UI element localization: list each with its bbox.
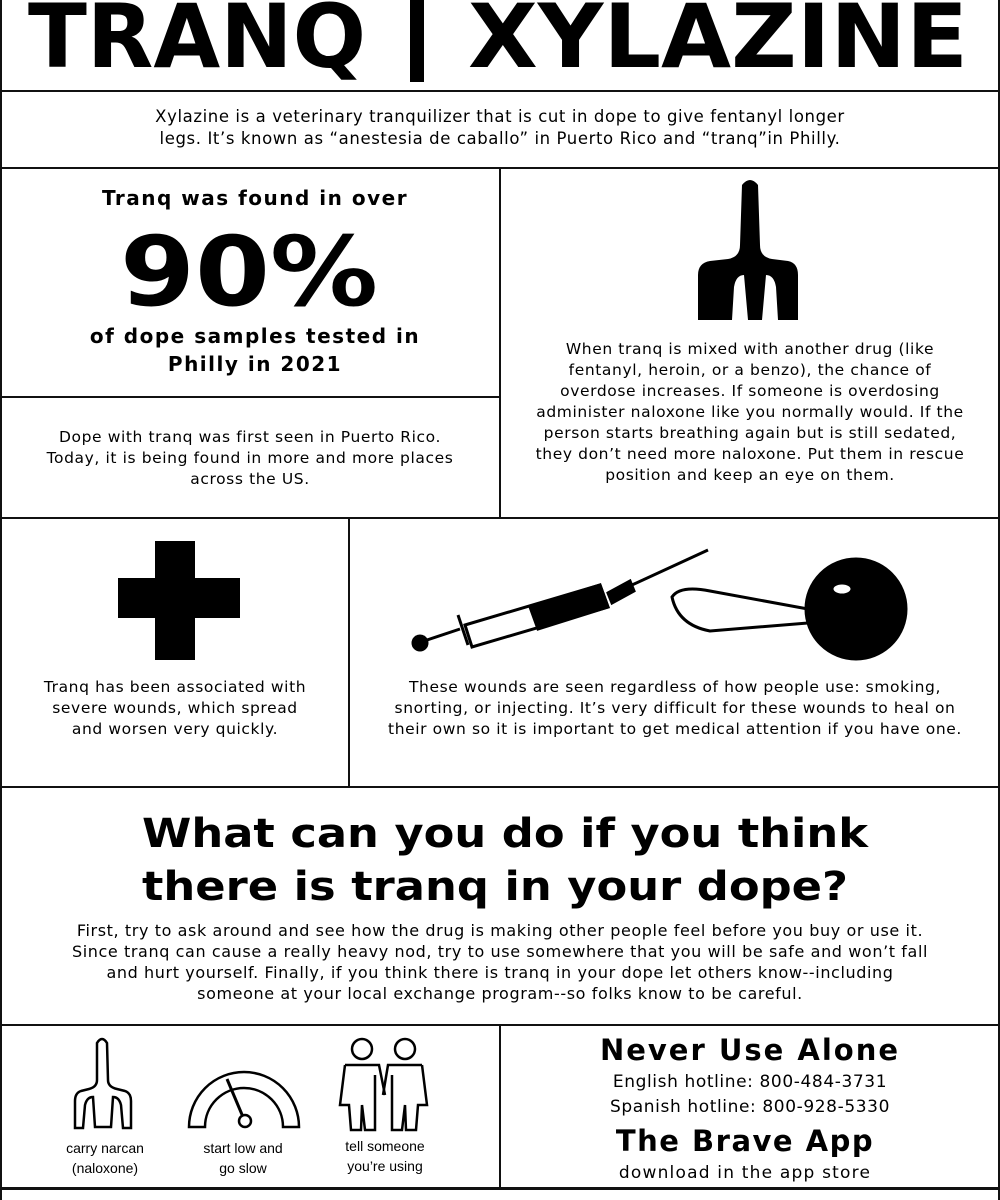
gauge-icon [185, 1065, 305, 1145]
question-body: First, try to ask around and see how the drug is making other people feel before you buy or use it. Since tranq can cause a really heavy nod, try to use somewhere that you will be safe and won’t fall and hurt yourself. Finally, if you think there is tranq in your dope let others know--including someone at your local exchange program--so folks know to be careful. [71, 921, 929, 1003]
tip-tell-someone: tell someone you’re using [345, 1138, 425, 1174]
spanish-hotline[interactable]: Spanish hotline: 800-928-5330 [609, 1097, 890, 1117]
naloxone-spray-icon [690, 175, 810, 325]
divider [0, 396, 500, 398]
title-divider-bar [410, 0, 424, 82]
use-text: These wounds are seen regardless of how people use: smoking, snorting, or injecting. It’s very difficult for these wounds to heal on their own so it is important to get medical attention if you have one. [388, 678, 962, 738]
svg-text:What can you do if you think: What can you do if you think [142, 811, 870, 857]
border-left [0, 0, 2, 1200]
overdose-text: When tranq is mixed with another drug (like fentanyl, heroin, or a benzo), the chance of overdose increases. If someone is overdosing administer naloxone like you normally would. If the person starts breathing again but is still sedated, they don’t need more naloxone. Put them in rescue position and keep an eye on them. [535, 340, 965, 484]
never-use-alone-title: Never Use Alone [599, 1033, 901, 1067]
stat-pre: Tranq was found in over [101, 186, 409, 210]
origin-text: Dope with tranq was first seen in Puerto Rico. Today, it is being found in more and more places across the US. [46, 428, 454, 488]
question-heading [0, 805, 1000, 915]
stat-post-1: of dope samples tested in [89, 324, 421, 348]
intro-line-1: Xylazine is a veterinary tranquilizer that is cut in dope to give fentanyl longer [155, 107, 845, 126]
divider [0, 786, 1000, 788]
svg-text:there is tranq in your dope?: there is tranq in your dope? [142, 864, 848, 910]
title-left: TRANQ [28, 0, 366, 88]
tip-carry-narcan: carry narcan (naloxone) [66, 1140, 144, 1176]
wounds-text: Tranq has been associated with severe wounds, which spread and worsen very quickly. [43, 678, 307, 738]
divider [0, 90, 1000, 92]
brave-app-download: download in the app store [618, 1163, 872, 1183]
english-hotline[interactable]: English hotline: 800-484-3731 [612, 1072, 888, 1092]
divider [348, 517, 350, 787]
naloxone-icon [65, 1035, 140, 1135]
divider [0, 517, 1000, 519]
stat-value [100, 220, 400, 320]
intro-line-2: legs. It’s known as “anestesia de caballo” in Puerto Rico and “tranq”in Philly. [159, 129, 841, 148]
syringe-and-cooker-icon [410, 545, 920, 665]
title-right: XYLAZINE [468, 0, 968, 88]
page-title [0, 0, 1000, 90]
tip-start-low: start low and go slow [203, 1140, 283, 1176]
divider [499, 167, 501, 519]
brave-app-title: The Brave App [615, 1124, 875, 1158]
stat-post-2: Philly in 2021 [167, 352, 343, 376]
medical-cross-icon [115, 538, 245, 663]
svg-text:90%: 90% [120, 220, 378, 320]
divider [0, 1187, 1000, 1190]
two-people-icon [335, 1035, 435, 1135]
